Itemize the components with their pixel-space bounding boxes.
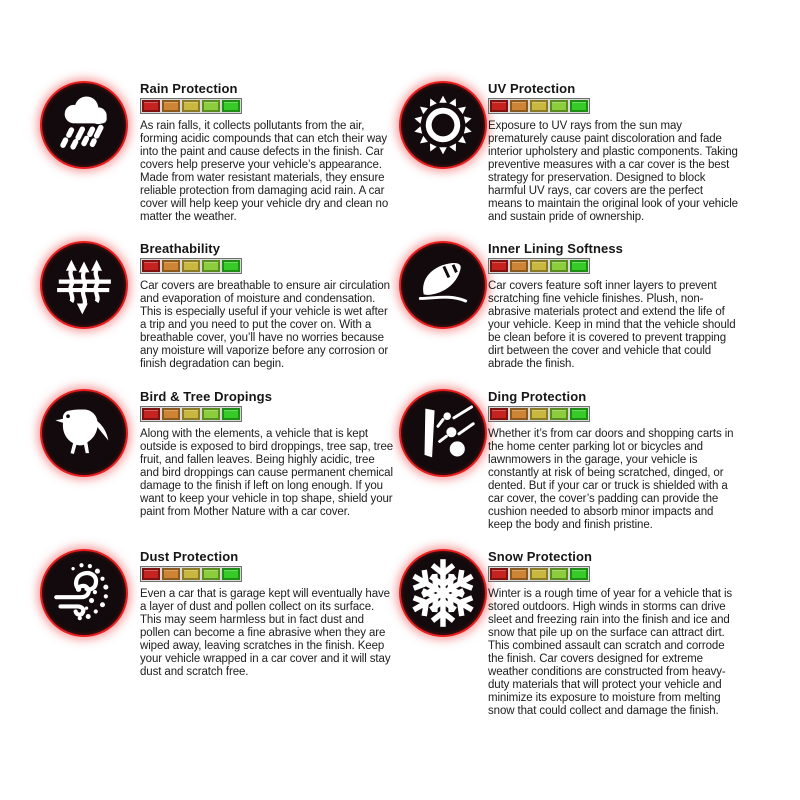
section-body-text: Exposure to UV rays from the sun may prematurely cause paint discoloration and fade interior upholstery and plastic components. Taking preventive measures with a car cover is the best strategy for preservation. Designed to block harmful UV rays, car covers are the perfect means to maintain the original look of your vehicle and sustain pride of ownership.	[488, 120, 738, 223]
rating-bar	[140, 406, 242, 422]
rating-segment	[570, 408, 588, 420]
rating-segment	[510, 408, 528, 420]
uv-sun-icon	[401, 83, 485, 167]
section-title: Rain Protection	[140, 81, 238, 96]
rating-segment	[550, 408, 568, 420]
section-title: Dust Protection	[140, 549, 239, 564]
rating-bar	[488, 406, 590, 422]
section-title: Inner Lining Softness	[488, 241, 623, 256]
rating-segment	[182, 408, 200, 420]
rating-segment	[550, 260, 568, 272]
rating-segment	[142, 408, 160, 420]
rating-bar	[140, 258, 242, 274]
rating-segment	[162, 568, 180, 580]
ding-impact-icon	[401, 391, 485, 475]
section-body-text: Even a car that is garage kept will eventually have a layer of dust and pollen collect on its surface. This may seem harmless but in fact dust and pollen can become a fine abrasive when they are wiped away, leaving scratches in the finish. Keep your vehicle wrapped in a car cover and it will stay dust and scratch free.	[140, 588, 391, 678]
rating-segment	[202, 100, 220, 112]
section-body-text: As rain falls, it collects pollutants from the air, forming acidic compounds that can etch their way into the paint and cause defects in the finish. Car covers help preserve your vehicle’s appearance. Made from water resistant materials, they ensure reliable protection from damaging acid rain. A car cover will help keep your vehicle dry and clean no matter the weather.	[140, 120, 389, 223]
rating-segment	[142, 100, 160, 112]
rating-segment	[222, 408, 240, 420]
rating-bar	[140, 566, 242, 582]
rating-segment	[202, 568, 220, 580]
section-body-text: Car covers are breathable to ensure air circulation and evaporation of moisture and condensation. This is especially useful if your vehicle is wet after a trip and you need to put the cover on. With a breathable cover, you’ll have no worries because any moisture will vaporize before any corrosion or finish degradation can begin.	[140, 280, 390, 370]
feather-icon	[401, 243, 485, 327]
rating-segment	[530, 100, 548, 112]
rating-bar	[488, 566, 590, 582]
rating-segment	[222, 260, 240, 272]
rating-bar	[488, 98, 590, 114]
rating-segment	[162, 260, 180, 272]
rating-segment	[222, 568, 240, 580]
section-body-text: Winter is a rough time of year for a vehicle that is stored outdoors. High winds in storms can drive sleet and freezing rain into the finish and ice and snow that pile up on the surface can attract dirt. This combined assault can scratch and corrode the finish. Car covers designed for extreme weather conditions are constructed from heavy-duty materials that will protect your vehicle and minimize its exposure to moisture from melting snow that could collect and damage the finish.	[488, 588, 733, 717]
section-title: Snow Protection	[488, 549, 593, 564]
section-body-text: Along with the elements, a vehicle that is kept outside is exposed to bird droppings, tree sap, tree fruit, and fallen leaves. Being highly acidic, tree and bird droppings can cause permanent chemical damage to the finish if left on long enough. If you want to keep your vehicle in top shape, shield your paint from Mother Nature with a car cover.	[140, 428, 394, 518]
rating-segment	[490, 260, 508, 272]
rating-segment	[570, 568, 588, 580]
rating-segment	[510, 568, 528, 580]
rating-segment	[142, 260, 160, 272]
rating-segment	[162, 100, 180, 112]
section-title: Breathability	[140, 241, 221, 256]
rating-segment	[510, 260, 528, 272]
rating-segment	[202, 260, 220, 272]
section-body-text: Car covers feature soft inner layers to prevent scratching fine vehicle finishes. Plush, non-abrasive materials protect and extend the life of your vehicle. Keep in mind that the vehicle should be clean before it is covered to prevent trapping dirt between the cover and vehicle that could abrade the finish.	[488, 280, 736, 370]
rating-segment	[570, 100, 588, 112]
rating-segment	[530, 408, 548, 420]
rating-segment	[182, 568, 200, 580]
dust-wind-icon	[42, 551, 126, 635]
rating-segment	[202, 408, 220, 420]
section-body-text: Whether it’s from car doors and shopping carts in the home center parking lot or bicycles and lawnmowers in the garage, your vehicle is constantly at risk of being scratched, dinged, or dented. But if your car or truck is shielded with a car cover, the cover’s padding can provide the cushion needed to absorb minor impacts and keep the body and finish pristine.	[488, 428, 734, 531]
rating-segment	[550, 100, 568, 112]
breathability-arrows-icon	[42, 243, 126, 327]
snowflake-icon	[401, 551, 485, 635]
rating-segment	[530, 568, 548, 580]
bird-icon	[42, 391, 126, 475]
rating-segment	[182, 100, 200, 112]
rating-segment	[162, 408, 180, 420]
rating-segment	[490, 100, 508, 112]
rating-segment	[510, 100, 528, 112]
rating-bar	[488, 258, 590, 274]
section-title: Ding Protection	[488, 389, 587, 404]
rating-segment	[550, 568, 568, 580]
rating-segment	[182, 260, 200, 272]
rating-segment	[490, 408, 508, 420]
rating-segment	[530, 260, 548, 272]
rating-segment	[570, 260, 588, 272]
rain-cloud-icon	[42, 83, 126, 167]
rating-segment	[142, 568, 160, 580]
rating-segment	[490, 568, 508, 580]
rating-segment	[222, 100, 240, 112]
section-title: UV Protection	[488, 81, 576, 96]
section-title: Bird & Tree Dropings	[140, 389, 273, 404]
rating-bar	[140, 98, 242, 114]
